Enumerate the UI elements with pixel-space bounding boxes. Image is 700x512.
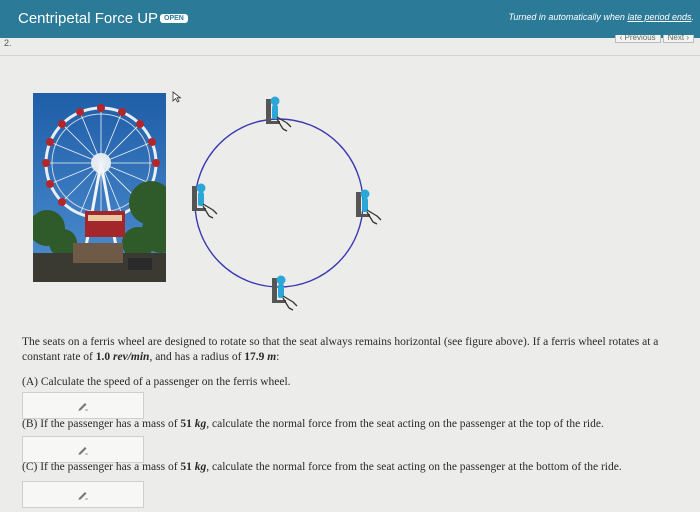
- pencil-icon: [77, 443, 89, 461]
- assignment-title: Centripetal Force UP: [18, 10, 159, 27]
- problem-intro-1: The seats on a ferris wheel are designed to rotate so that the seat always remains horizontal (see figure above). If a ferris wheel rotates at a constant rate of: [22, 336, 659, 363]
- rate-value: 1.0: [95, 351, 111, 363]
- part-c-question: [22, 460, 622, 475]
- passenger-right: [356, 190, 381, 225]
- passenger-top: [266, 97, 291, 132]
- due-notice: [509, 12, 694, 22]
- rate-unit: rev/min: [113, 351, 150, 363]
- passenger-bottom: [272, 276, 297, 311]
- radius-value: 17.9: [244, 351, 265, 363]
- part-c-mass: 51: [180, 461, 192, 473]
- cursor-icon: [172, 90, 182, 108]
- status-badge: OPEN: [160, 14, 188, 23]
- part-b-text-1: (B) If the passenger has a mass of: [22, 418, 181, 430]
- ferris-wheel-diagram: [185, 92, 395, 332]
- problem-intro-2: , and has a radius of: [149, 351, 245, 363]
- assignment-header: [0, 0, 700, 38]
- question-nav-bar: [0, 35, 700, 56]
- part-a-question: (A) Calculate the speed of a passenger on the ferris wheel.: [22, 376, 291, 388]
- problem-intro-3: :: [276, 351, 280, 363]
- part-b-answer-field[interactable]: [22, 436, 144, 463]
- problem-statement: [22, 335, 687, 365]
- radius-unit: m: [267, 351, 277, 363]
- part-b-mass: 51: [180, 418, 192, 430]
- question-number: 2.: [4, 38, 12, 48]
- part-c-unit: kg: [194, 461, 207, 473]
- part-b-text-2: , calculate the normal force from the seat acting on the passenger at the top of the ride.: [206, 418, 604, 430]
- part-c-text-1: (C) If the passenger has a mass of: [22, 461, 181, 473]
- next-button[interactable]: Next ›: [663, 35, 694, 43]
- pencil-icon: [77, 488, 89, 506]
- previous-button[interactable]: ‹ Previous: [615, 35, 661, 43]
- due-notice-suffix: .: [691, 12, 694, 22]
- part-b-unit: kg: [194, 418, 207, 430]
- due-notice-prefix: Turned in automatically when: [508, 12, 628, 22]
- question-nav-buttons: [615, 35, 694, 43]
- part-c-text-2: , calculate the normal force from the seat acting on the passenger at the bottom of the ride.: [206, 461, 622, 473]
- part-b-question: [22, 417, 604, 432]
- wheel-circle: [195, 119, 363, 287]
- late-period-link[interactable]: late period ends: [627, 12, 692, 22]
- ferris-wheel-photo: [33, 93, 166, 282]
- part-a-answer-field[interactable]: [22, 392, 144, 419]
- pencil-icon: [77, 399, 89, 417]
- part-c-answer-field[interactable]: [22, 481, 144, 508]
